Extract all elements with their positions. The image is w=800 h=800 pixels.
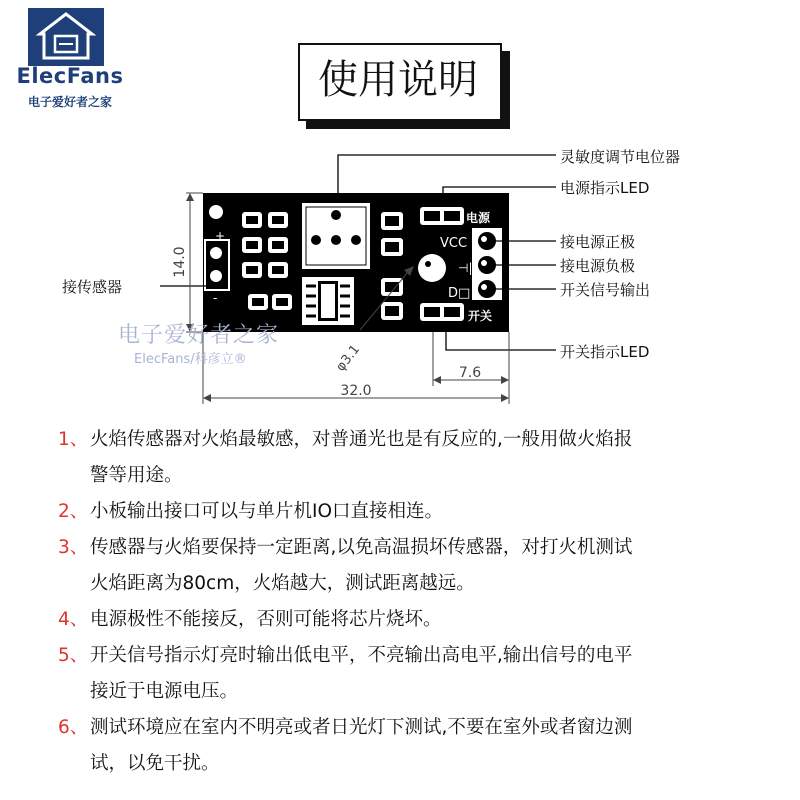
note-number: 1、 [58, 429, 89, 450]
note-number: 3、 [58, 537, 89, 558]
note-text: 火焰距离为80cm，火焰越大，测试距离越远。 [90, 573, 475, 594]
note-text: 警等用途。 [90, 465, 183, 486]
note-text: 传感器与火焰要保持一定距离,以免高温损坏传感器，对打火机测试 [90, 537, 633, 558]
label-vcc: 接电源正极 [560, 233, 636, 251]
brand-name: ElecFans [16, 64, 124, 88]
dim-pin-offset: 7.6 [458, 365, 482, 381]
title-panel [298, 43, 508, 127]
house-chip-icon [28, 8, 104, 66]
note-text: 电源极性不能接反，否则可能将芯片烧坏。 [90, 609, 442, 630]
note-line [58, 531, 778, 565]
label-pot: 灵敏度调节电位器 [560, 148, 681, 166]
note-text: 接近于电源电压。 [90, 681, 239, 702]
label-sensor: 接传感器 [62, 278, 123, 296]
note-number: 6、 [58, 717, 89, 738]
note-text: 测试环境应在室内不明亮或者日光灯下测试,不要在室外或者窗边测 [90, 717, 633, 738]
note-line [58, 567, 778, 601]
brand-subtitle: 电子爱好者之家 [27, 95, 112, 109]
vcc-mark: VCC [440, 236, 468, 251]
note-line [58, 423, 778, 457]
note-line [58, 711, 778, 745]
notes-list [58, 423, 778, 783]
flame-sensor [418, 254, 446, 282]
dim-width: 32.0 [340, 383, 372, 399]
page-title: 使用说明 [318, 57, 478, 103]
power-mark: 电源 [466, 211, 491, 225]
gnd-mark: ⊣| [458, 261, 473, 275]
dim-height: 14.0 [172, 246, 188, 278]
label-out: 开关信号输出 [560, 281, 651, 299]
logo [28, 8, 104, 66]
watermark-cn: 电子爱好者之家 [118, 323, 280, 348]
note-text: 试，以免干扰。 [90, 753, 220, 774]
note-number: 5、 [58, 645, 89, 666]
note-line [58, 639, 778, 673]
note-line [58, 675, 778, 709]
dim-hole: φ3.1 [333, 342, 364, 375]
note-line [58, 495, 778, 529]
label-power-led: 电源指示LED [560, 179, 650, 197]
minus-mark: - [213, 291, 218, 305]
note-text: 火焰传感器对火焰最敏感，对普通光也是有反应的,一般用做火焰报 [90, 429, 633, 450]
watermark-en: ElecFans/科彦立® [134, 352, 247, 367]
note-line [58, 603, 778, 637]
do-mark: D□ [448, 286, 471, 301]
note-text: 小板输出接口可以与单片机IO口直接相连。 [90, 501, 444, 522]
label-gnd: 接电源负极 [560, 257, 636, 275]
note-number: 2、 [58, 501, 89, 522]
switch-mark: 开关 [468, 309, 493, 323]
module-diagram [0, 130, 800, 420]
label-switch-led: 开关指示LED [560, 343, 650, 361]
plus-mark: + [215, 229, 226, 243]
note-number: 4、 [58, 609, 89, 630]
note-text: 开关信号指示灯亮时输出低电平，不亮输出高电平,输出信号的电平 [90, 645, 633, 666]
mounting-hole [209, 205, 223, 219]
note-line [58, 459, 778, 493]
note-line [58, 747, 778, 781]
